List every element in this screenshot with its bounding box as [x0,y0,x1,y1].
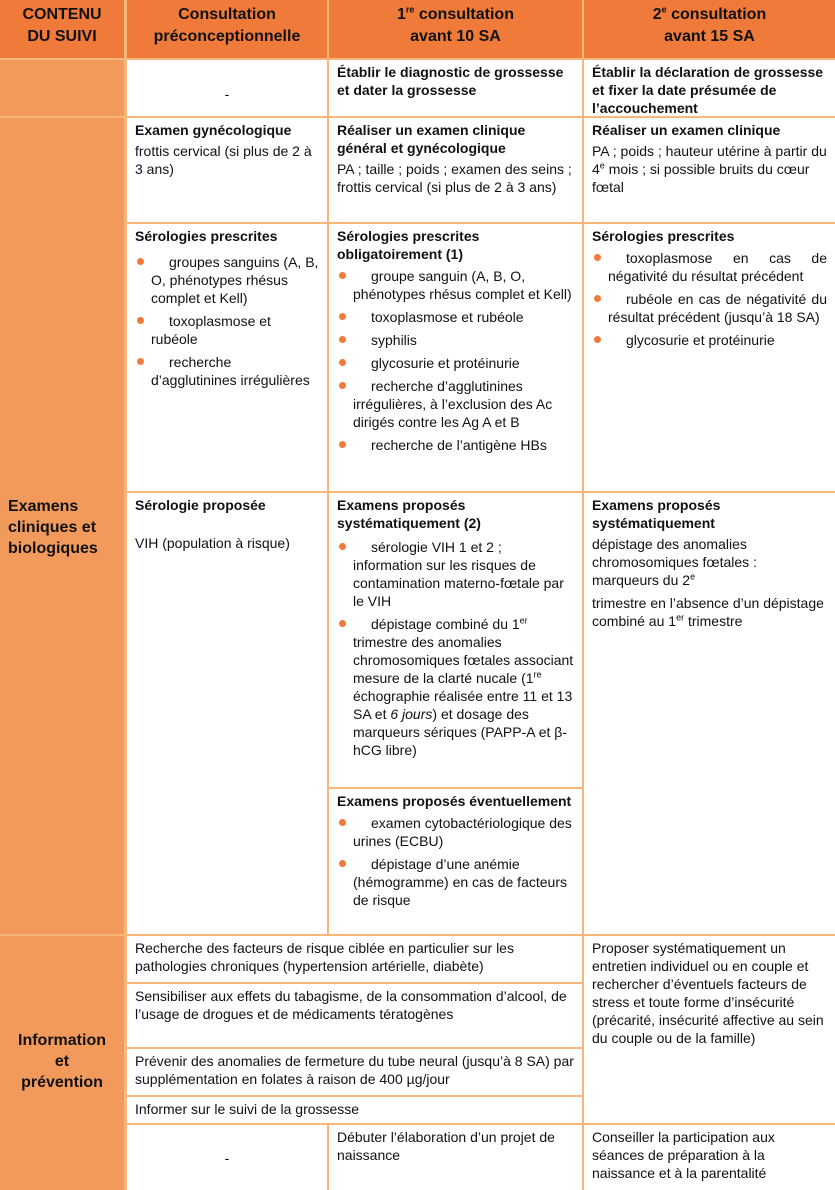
serologie-proposee-preconceptionnelle [127,493,327,934]
text-sup: re [533,669,542,680]
dash-text: - [224,1150,230,1166]
cell-title: Sérologie proposée [135,497,266,513]
side-label-information [0,936,124,1190]
serologies-2e [584,224,835,491]
objectif-1re-consultation [329,60,582,116]
text-part: trimestre en l’absence d’un dépistage combiné au 1 [592,595,824,629]
objectif-preconceptionnelle [127,60,327,116]
header-text: consultation [414,6,514,23]
cell-title: Examens proposés systématiquement (2) [337,497,481,531]
cell-text: Prévenir des anomalies de fermeture du tube neural (jusqu’à 8 SA) par supplémentation en folates à raison de 400 µg/jour [135,1053,574,1087]
cell-text [592,594,827,630]
objectif-text: Établir le diagnostic de grossesse et dater la grossesse [337,64,564,98]
info-preparation-naissance [584,1125,835,1190]
list-item [337,354,574,372]
list-item-text: toxoplasmose en cas de négativité du résultat précédent [608,250,827,284]
list-item [337,855,574,909]
cell-text: Informer sur le suivi de la grossesse [135,1101,360,1117]
cell-title: Sérologies prescrites [592,228,735,244]
list-item-text: sérologie VIH 1 et 2 ; information sur les risques de contamination materno-fœtale par le VIH [353,539,564,609]
cell-text: Recherche des facteurs de risque ciblée en particulier sur les pathologies chroniques (hypertension artérielle, diabète) [135,940,514,974]
info-facteurs-risque [127,936,582,982]
text-part: dépistage des anomalies chromosomiques fœtales : marqueurs du 2 [592,536,757,588]
list-item-text: glycosurie et protéinurie [626,332,775,348]
list-item [592,290,827,326]
header-sup: e [661,4,667,15]
header-1re-consultation [329,0,582,58]
serologies-1re [329,224,582,491]
list-item [337,331,574,349]
header-text: avant 10 SA [410,28,501,45]
cell-text [592,535,827,589]
info-projet-naissance [329,1125,582,1190]
list-item [337,538,574,610]
header-text: Consultation [178,6,276,23]
list-item [592,249,827,285]
list-item-text: syphilis [371,332,417,348]
cell-title: Examens proposés systématiquement [592,497,721,531]
serologies-list [135,253,319,389]
list-item [135,353,319,389]
header-consultation-preconceptionnelle [127,0,327,58]
list-item-text: dépistage combiné du 1 [371,616,520,632]
text-part: trimestre [684,613,743,629]
examens-proposes-systematiquement-2e [584,493,835,934]
list-item [337,267,574,303]
side-label-empty [0,60,124,116]
info-entretien [584,936,835,1123]
header-text: 1 [397,6,406,23]
list-item-text: recherche d’agglutinines irrégulières [151,354,310,388]
list-item [337,308,574,326]
header-text: préconceptionnelle [153,28,301,45]
header-contenu-du-suivi [0,0,124,58]
exam-clinique-preconceptionnelle [127,118,327,222]
dash-text: - [224,86,230,102]
info-tube-neural [127,1049,582,1095]
text-sup: e [599,160,605,171]
list-item [337,615,574,759]
cell-text: frottis cervical (si plus de 2 à 3 ans) [135,143,312,177]
cell-text: Proposer systématiquement un entretien individuel ou en couple et rechercher d’éventuels facteurs de stress et toute forme d’insécurité (précarité, insécurité affective au sein du couple ou de la famille) [592,940,824,1046]
cell-text: Conseiller la participation aux séances de préparation à la naissance et à la parentalité [592,1129,775,1181]
list-item-text: groupes sanguins (A, B, O, phénotypes rhésus complet et Kell) [151,254,319,306]
info-projet-preconceptionnelle [127,1125,327,1190]
cell-title: Réaliser un examen clinique général et gynécologique [337,122,526,156]
cell-title: Examen gynécologique [135,122,292,138]
cell-title: Sérologies prescrites obligatoirement (1) [337,228,480,262]
list-item-text: examen cytobactériologique des urines (ECBU) [353,815,572,849]
serologies-list [592,249,827,349]
cell-title: Sérologies prescrites [135,228,278,244]
text-part: échographie réalisée entre 11 et 13 SA et [353,688,573,722]
examens-list [337,538,574,759]
header-text: CONTENU [22,6,102,23]
header-text: consultation [666,6,767,23]
header-2e-consultation [584,0,835,58]
list-item-text: dépistage d’une anémie (hémogramme) en cas de facteurs de risque [353,856,567,908]
text-part: ) et dosage des marqueurs sériques (PAPP-A et β-hCG libre) [353,706,567,758]
objectif-text: Établir la déclaration de grossesse et fixer la date présumée de l’accouchement [592,64,824,116]
list-item-text: groupe sanguin (A, B, O, phénotypes rhésus complet et Kell) [353,268,572,302]
header-text: DU SUIVI [27,28,97,45]
list-item [592,331,827,349]
side-label-text: cliniques et [8,519,97,536]
list-item [337,377,574,431]
side-label-text: prévention [21,1074,103,1091]
text-italic: 6 jours [390,706,433,722]
cell-text: Débuter l’élaboration d’un projet de naissance [337,1129,555,1163]
cell-text: VIH (population à risque) [135,535,290,551]
cell-text [592,142,827,196]
text-sup: er [519,615,528,626]
list-item-text: toxoplasmose et rubéole [151,313,271,347]
info-sensibiliser [127,984,582,1047]
examens-proposes-eventuellement-1re [329,789,582,934]
text-sup: e [690,571,696,582]
side-label-text: Examens [8,498,79,515]
list-item-text: glycosurie et protéinurie [371,355,520,371]
text-part: PA ; poids ; hauteur utérine à partir du 4 [592,143,827,177]
list-item [135,253,319,307]
side-label-examens [0,118,124,934]
examens-eventuels-list [337,814,574,909]
side-label-text: biologiques [8,540,98,557]
list-item-text: rubéole en cas de négativité du résultat précédent (jusqu’à 18 SA) [608,291,827,325]
serologies-preconceptionnelle [127,224,327,491]
exam-clinique-1re [329,118,582,222]
list-item-text: toxoplasmose et rubéole [371,309,524,325]
text-part: mois ; si possible bruits du cœur fœtal [592,161,810,195]
header-text: avant 15 SA [664,28,755,45]
list-item-text: recherche de l’antigène HBs [371,437,547,453]
list-item-text: recherche d’agglutinines irrégulières, à l’exclusion des Ac dirigés contre les Ag A et B [353,378,553,430]
header-sup: re [405,4,415,15]
side-label-text: et [54,1053,70,1070]
cell-title: Réaliser un examen clinique [592,122,781,138]
info-suivi-grossesse [127,1097,582,1123]
side-label-text: Information [18,1032,106,1049]
cell-text: PA ; taille ; poids ; examen des seins ; frottis cervical (si plus de 2 à 3 ans) [337,161,572,195]
header-text: 2 [652,6,662,23]
text-sup: er [676,612,685,623]
objectif-2e-consultation [584,60,835,116]
exam-clinique-2e [584,118,835,222]
list-item [135,312,319,348]
cell-title: Examens proposés éventuellement [337,793,572,809]
serologies-list [337,267,574,454]
cell-text: Sensibiliser aux effets du tabagisme, de la consommation d’alcool, de l’usage de drogues et de médicaments tératogènes [135,988,567,1022]
list-item [337,814,574,850]
examens-proposes-systematiquement-1re [329,493,582,787]
text-part: trimestre des anomalies chromosomiques fœtales associant mesure de la clarté nucale (1 [353,634,574,686]
list-item [337,436,574,454]
